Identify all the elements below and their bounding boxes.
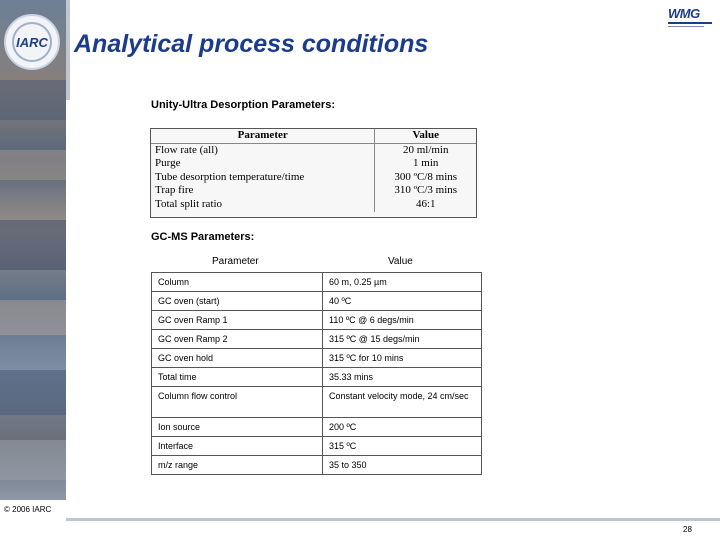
page-title: Analytical process conditions — [74, 30, 429, 58]
param-cell: Column — [152, 273, 323, 292]
param-cell: Total split ratio — [155, 197, 223, 210]
table-row — [152, 349, 482, 368]
unity-col-value: Value — [375, 129, 476, 143]
value-cell: Constant velocity mode, 24 cm/sec — [323, 387, 482, 418]
param-cell: Flow rate (all) — [155, 143, 218, 156]
value-cell: 110 ºC @ 6 degs/min — [323, 311, 482, 330]
table-row — [151, 143, 476, 157]
gcms-table — [151, 272, 482, 475]
param-cell: Tube desorption temperature/time — [155, 170, 305, 183]
param-cell: Trap fire — [155, 184, 194, 197]
value-cell: 46:1 — [375, 198, 476, 212]
unity-table — [150, 128, 477, 218]
copyright-text: © 2006 IARC — [4, 505, 52, 514]
table-row — [152, 387, 482, 418]
page-number: 28 — [683, 525, 692, 534]
param-cell: m/z range — [152, 456, 323, 475]
param-cell: Column flow control — [152, 387, 323, 418]
table-row — [152, 418, 482, 437]
gcms-col-parameter: Parameter — [212, 256, 259, 267]
photo-tile — [0, 370, 66, 415]
value-cell: 315 ºC @ 15 degs/min — [323, 330, 482, 349]
table-row — [152, 368, 482, 387]
value-cell: 35.33 mins — [323, 368, 482, 387]
unity-col-parameter: Parameter — [151, 129, 375, 143]
table-row — [151, 184, 476, 198]
wmg-logo-underline-thin — [668, 26, 704, 27]
param-cell: Purge — [155, 157, 181, 170]
iarc-logo-text: IARC — [16, 35, 48, 50]
value-cell: 310 ºC/3 mins — [375, 184, 476, 198]
param-cell: Interface — [152, 437, 323, 456]
value-cell: 1 min — [375, 157, 476, 171]
param-cell: GC oven hold — [152, 349, 323, 368]
param-cell: GC oven Ramp 2 — [152, 330, 323, 349]
sidebar-photo-strip — [0, 0, 66, 500]
photo-tile — [0, 220, 66, 270]
table-row — [152, 273, 482, 292]
wmg-logo-underline — [668, 22, 712, 24]
param-cell: Total time — [152, 368, 323, 387]
table-row — [152, 456, 482, 475]
value-cell: 60 m, 0.25 µm — [323, 273, 482, 292]
photo-tile — [0, 300, 66, 335]
table-row — [151, 171, 476, 185]
iarc-logo — [4, 14, 60, 70]
photo-tile — [0, 150, 66, 180]
table-row — [151, 198, 476, 212]
value-cell: 315 ºC — [323, 437, 482, 456]
table-row — [152, 292, 482, 311]
param-cell: Ion source — [152, 418, 323, 437]
value-cell: 300 ºC/8 mins — [375, 171, 476, 185]
gcms-heading: GC-MS Parameters: — [151, 231, 255, 243]
table-row — [152, 330, 482, 349]
footer-divider — [66, 518, 720, 521]
photo-tile — [0, 80, 66, 120]
value-cell: 40 ºC — [323, 292, 482, 311]
value-cell: 315 ºC for 10 mins — [323, 349, 482, 368]
table-row — [151, 157, 476, 171]
photo-tile — [0, 440, 66, 480]
title-divider — [66, 0, 70, 100]
gcms-col-value: Value — [388, 256, 413, 267]
wmg-logo-text: WMG — [668, 6, 700, 21]
table-row — [152, 311, 482, 330]
value-cell: 200 ºC — [323, 418, 482, 437]
param-cell: GC oven (start) — [152, 292, 323, 311]
value-cell: 20 ml/min — [375, 143, 476, 157]
param-cell: GC oven Ramp 1 — [152, 311, 323, 330]
unity-heading: Unity-Ultra Desorption Parameters: — [151, 99, 335, 111]
table-row — [152, 437, 482, 456]
value-cell: 35 to 350 — [323, 456, 482, 475]
wmg-logo — [668, 6, 712, 36]
